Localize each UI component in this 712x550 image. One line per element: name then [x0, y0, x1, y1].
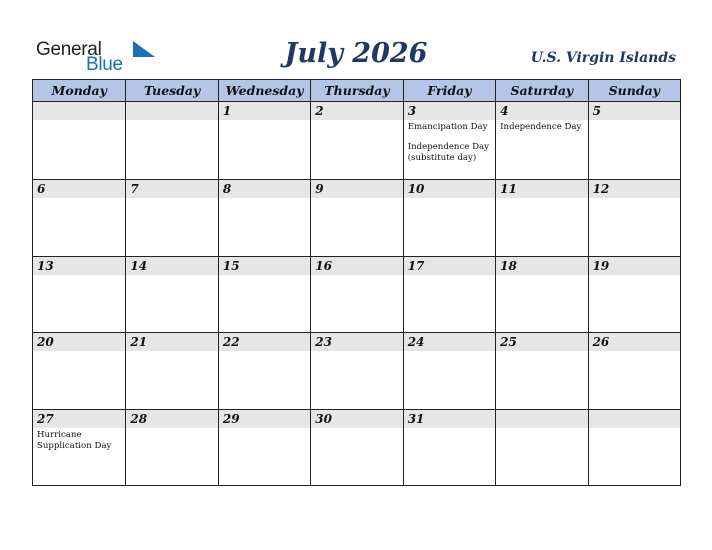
- day-number: 18: [500, 258, 517, 273]
- day-number: 29: [222, 412, 240, 427]
- day-number: 9: [315, 181, 324, 196]
- day-cell: [33, 179, 125, 256]
- day-cell: [588, 179, 680, 256]
- day-number: 19: [592, 258, 610, 273]
- day-number-band: [311, 180, 402, 198]
- weekday-tuesday: Tuesday: [125, 80, 217, 101]
- day-cell: [33, 409, 125, 486]
- day-cell: [310, 256, 402, 333]
- day-number: 5: [592, 104, 601, 118]
- day-number-band: [126, 180, 217, 198]
- day-cell: [495, 409, 587, 486]
- day-cell: [403, 179, 495, 256]
- day-number: 28: [130, 412, 148, 427]
- day-cell: [588, 102, 680, 179]
- day-cell: [403, 256, 495, 333]
- day-cell: [495, 102, 587, 179]
- day-number-band: [311, 102, 402, 120]
- day-cell: [125, 409, 217, 486]
- weekday-monday: Monday: [51, 83, 107, 98]
- day-cell: [588, 256, 680, 333]
- day-number: 12: [592, 181, 610, 196]
- holiday-name: Independence Day (substitute day): [407, 142, 489, 163]
- day-number: 7: [130, 181, 139, 196]
- day-number: 15: [222, 258, 240, 273]
- day-number-band: [496, 410, 587, 428]
- weekday-wednesday: Wednesday: [218, 80, 310, 101]
- day-number: 10: [407, 181, 425, 196]
- day-number: 24: [407, 335, 425, 350]
- day-number: 22: [222, 335, 240, 350]
- day-number: 30: [315, 412, 332, 427]
- day-number: 8: [222, 181, 232, 196]
- holiday-name: Emancipation Day: [407, 122, 488, 132]
- day-number: 6: [37, 181, 46, 196]
- day-cell: [403, 409, 495, 486]
- weekday-friday: Friday: [403, 80, 495, 101]
- day-number-band: [219, 180, 310, 198]
- day-number: 2: [315, 104, 324, 118]
- day-number-band: [126, 102, 217, 120]
- holiday-list: [408, 122, 492, 173]
- day-number: 4: [500, 104, 509, 118]
- day-cell: [125, 332, 217, 409]
- day-cell: [125, 179, 217, 256]
- day-cell: [495, 179, 587, 256]
- day-number: 31: [407, 412, 425, 427]
- day-cell: [310, 102, 402, 179]
- weekday-saturday: Saturday: [495, 80, 587, 101]
- day-cell: [218, 179, 310, 256]
- day-cell: [218, 332, 310, 409]
- day-cell: [588, 409, 680, 486]
- day-cell: [33, 256, 125, 333]
- day-number: 16: [315, 258, 332, 273]
- day-number: 20: [37, 335, 54, 350]
- day-number-band: [404, 102, 495, 120]
- day-number: 14: [130, 258, 148, 273]
- day-number: 27: [37, 412, 54, 427]
- day-number: 21: [130, 335, 148, 350]
- holiday-list: [500, 122, 584, 142]
- day-cell: [403, 332, 495, 409]
- day-cell: [310, 409, 402, 486]
- day-cell: [33, 102, 125, 179]
- day-cell: [218, 409, 310, 486]
- day-cell: [218, 102, 310, 179]
- day-cell: [310, 179, 402, 256]
- day-cell: [495, 332, 587, 409]
- day-number: 25: [500, 335, 517, 350]
- day-cell: [588, 332, 680, 409]
- days-grid: [33, 102, 680, 486]
- day-number: 17: [407, 258, 425, 273]
- day-number: 1: [222, 104, 232, 118]
- weekday-header: [33, 80, 680, 102]
- day-number-band: [33, 180, 125, 198]
- day-number: 3: [407, 104, 417, 118]
- day-number: 11: [500, 181, 517, 196]
- calendar-grid: [32, 79, 681, 486]
- logo-word-general: General: [36, 39, 102, 60]
- day-number-band: [589, 102, 680, 120]
- day-number-band: [589, 410, 680, 428]
- day-number: 13: [37, 258, 54, 273]
- holiday-list: [37, 430, 122, 461]
- day-number-band: [496, 102, 587, 120]
- day-number-band: [219, 102, 310, 120]
- weekday-sunday: Sunday: [588, 80, 680, 101]
- day-number-band: [33, 102, 125, 120]
- country-name: U.S. Virgin Islands: [530, 50, 676, 66]
- day-number: 23: [315, 335, 332, 350]
- day-cell: [403, 102, 495, 179]
- day-cell: [218, 256, 310, 333]
- holiday-name: Independence Day: [500, 122, 582, 132]
- holiday-name: Hurricane Supplication Day: [37, 430, 112, 452]
- weekday-thursday: Thursday: [310, 80, 402, 101]
- day-cell: [495, 256, 587, 333]
- day-cell: [125, 256, 217, 333]
- day-number: 26: [592, 335, 610, 350]
- day-cell: [310, 332, 402, 409]
- calendar-title: July 2026: [284, 38, 428, 69]
- logo-word-blue: Blue: [86, 54, 123, 75]
- day-cell: [33, 332, 125, 409]
- day-cell: [125, 102, 217, 179]
